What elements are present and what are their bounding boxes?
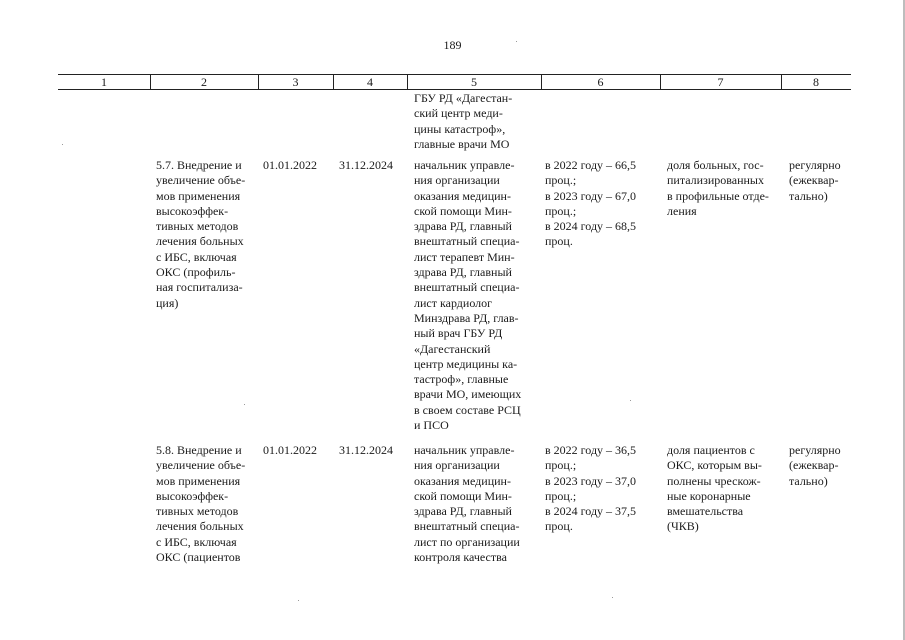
scan-speck — [612, 597, 613, 598]
row-end-date: 31.12.2024 — [339, 158, 393, 172]
row-start-date: 01.01.2022 — [263, 158, 317, 172]
row-end-date: 31.12.2024 — [339, 443, 393, 457]
header-col-3: 3 — [258, 75, 334, 89]
header-col-7: 7 — [660, 75, 782, 89]
row-indicator: доля пациентов с ОКС, которым вы- полнены чрескож- ные коронарные вмешательства (ЧКВ) — [667, 443, 762, 534]
header-col-5: 5 — [407, 75, 542, 89]
table-header — [58, 74, 851, 90]
row-frequency: регулярно (ежеквар- тально) — [789, 158, 841, 203]
header-col-8: 8 — [813, 75, 819, 89]
row-frequency: регулярно (ежеквар- тально) — [789, 443, 841, 488]
scan-speck — [516, 41, 517, 42]
scan-speck — [630, 400, 631, 401]
row-start-date: 01.01.2022 — [263, 443, 317, 457]
page-number: 189 — [443, 38, 462, 52]
header-col-1: 1 — [58, 75, 151, 89]
carryover-responsible: ГБУ РД «Дагестан- ский центр меди- цины катастроф», главные врачи МО — [414, 91, 513, 151]
header-col-2: 2 — [150, 75, 259, 89]
row-responsible: начальник управле- ния организации оказания медицин- ской помощи Мин- здрава РД, главный внештатный специа- лист терапевт Мин- здрава РД, главный внештатный специа- лист кардиолог Минздрава РД, глав- ный врач ГБУ РД «Дагестанский центр медицины ка- тастроф», главные врачи МО, имеющих в своем составе РСЦ и ПСО — [414, 158, 522, 433]
header-col-4: 4 — [333, 75, 408, 89]
row-target: в 2022 году – 66,5 проц.; в 2023 году – 67,0 проц.; в 2024 году – 68,5 проц. — [545, 158, 637, 249]
row-responsible: начальник управле- ния организации оказания медицин- ской помощи Мин- здрава РД, главный внештатный специа- лист по организации контроля качества — [414, 443, 520, 565]
row-measure: 5.8. Внедрение и увеличение объе- мов применения высокоэффек- тивных методов лечения больных с ИБС, включая ОКС (пациентов — [156, 443, 246, 565]
row-indicator: доля больных, гос- питализированных в профильные отде- ления — [667, 158, 769, 218]
scan-speck — [244, 404, 245, 405]
row-target: в 2022 году – 36,5 проц.; в 2023 году – 37,0 проц.; в 2024 году – 37,5 проц. — [545, 443, 637, 534]
row-measure: 5.7. Внедрение и увеличение объе- мов применения высокоэффек- тивных методов лечения больных с ИБС, включая ОКС (профиль- ная госпитализа- ция) — [156, 158, 246, 310]
scan-speck — [62, 144, 63, 145]
scan-speck — [298, 600, 299, 601]
header-col-6: 6 — [541, 75, 661, 89]
